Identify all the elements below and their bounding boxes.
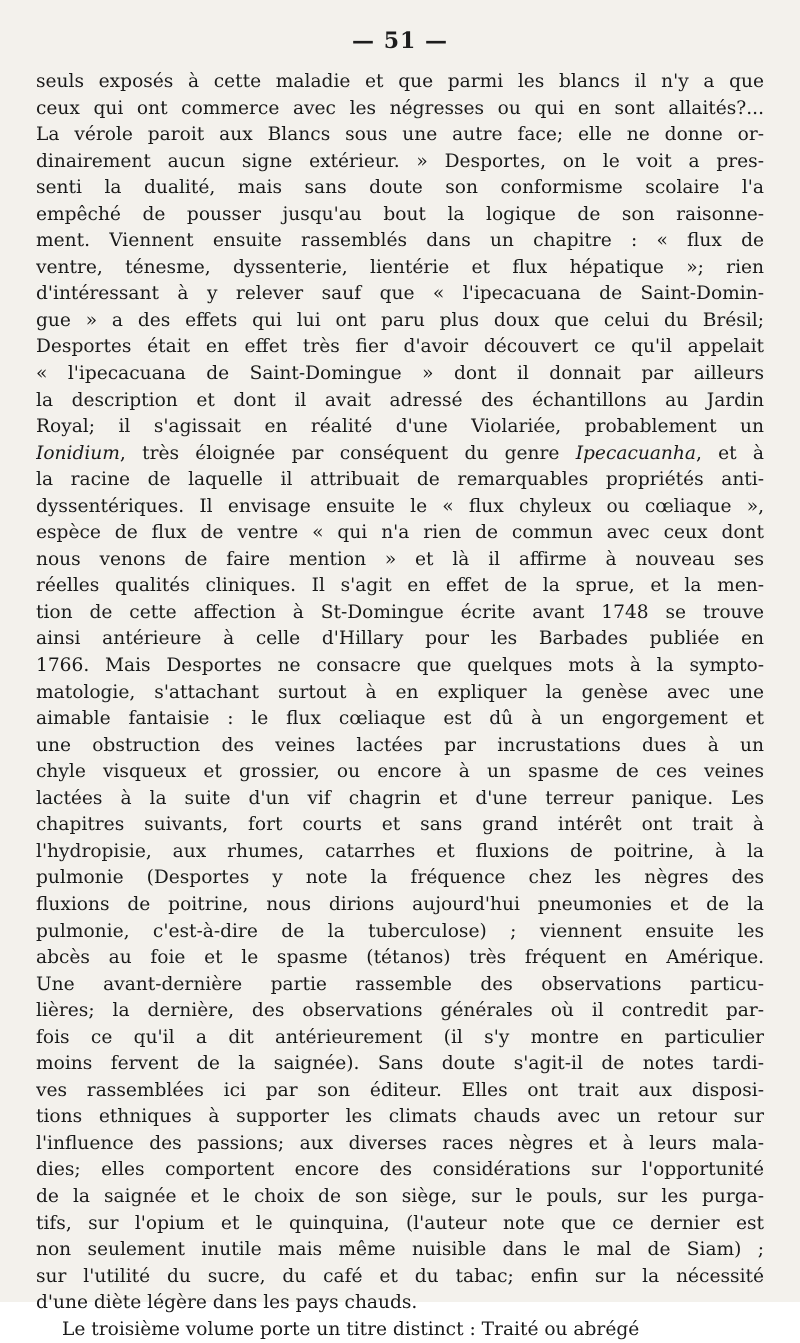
text-line: ainsi antérieure à celle d'Hillary pour les Barbades publiée en	[36, 628, 764, 650]
text-line: ment. Viennent ensuite rassemblés dans un chapitre : « flux de	[36, 230, 764, 252]
text-line: La vérole paroit aux Blancs sous une autre face; elle ne donne or-	[36, 124, 764, 146]
text-line: Le troisième volume porte un titre distinct : Traité ou abrégé	[62, 1318, 640, 1340]
paragraph	[36, 69, 764, 1317]
text-line: aimable fantaisie : le flux cœliaque est dû à un engorgement et	[36, 708, 764, 730]
text-line: lactées à la suite d'un vif chagrin et d'une terreur panique. Les	[36, 787, 764, 809]
text-line: chapitres suivants, fort courts et sans grand intérêt ont trait à	[36, 814, 764, 836]
text-line: pulmonie (Desportes y note la fréquence chez les nègres des	[36, 867, 764, 889]
text-line: tions ethniques à supporter les climats chauds avec un retour sur	[36, 1106, 764, 1128]
text-line: d'intéressant à y relever sauf que « l'ipecacuana de Saint-Domin-	[36, 283, 764, 305]
italic-term: Ionidium	[36, 442, 120, 464]
text-line: nous venons de faire mention » et là il affirme à nouveau ses	[36, 548, 764, 570]
text-line: moins fervent de la saignée). Sans doute s'agit-il de notes tardi-	[36, 1053, 764, 1075]
text-line: la racine de laquelle il attribuait de remarquables propriétés anti-	[36, 469, 764, 491]
text-line: sur l'utilité du sucre, du café et du tabac; enfin sur la nécessité	[36, 1265, 764, 1287]
page-number: — 51 —	[352, 28, 448, 54]
text-line: fois ce qu'il a dit antérieurement (il s'y montre en particulier	[36, 1026, 764, 1048]
text-line: abcès au foie et le spasme (tétanos) très fréquent en Amérique.	[36, 947, 764, 969]
text-line: dinairement aucun signe extérieur. » Desportes, on le voit a pres-	[36, 150, 764, 172]
text-line: ves rassemblées ici par son éditeur. Elles ont trait aux disposi-	[36, 1079, 764, 1101]
text-line: Une avant-dernière partie rassemble des observations particu-	[36, 973, 764, 995]
text-line: ventre, ténesme, dyssenterie, lientérie et flux hépatique »; rien	[36, 256, 764, 278]
text-line: lières; la dernière, des observations générales où il contredit par-	[36, 1000, 764, 1022]
italic-term: Ipecacuanha	[575, 442, 696, 464]
text-line: une obstruction des veines lactées par incrustations dues à un	[36, 734, 764, 756]
text-line: dies; elles comportent encore des considérations sur l'opportunité	[36, 1159, 764, 1181]
paragraph	[36, 1317, 764, 1343]
text-line: la description et dont il avait adressé des échantillons au Jardin	[36, 389, 764, 411]
text-line: Ionidium, très éloignée par conséquent du genre Ipecacuanha, et à	[36, 442, 764, 464]
text-line: 1766. Mais Desportes ne consacre que quelques mots à la sympto-	[36, 655, 764, 677]
text-line: l'influence des passions; aux diverses races nègres et à leurs mala-	[36, 1132, 764, 1154]
text-line: non seulement inutile mais même nuisible dans le mal de Siam) ;	[36, 1239, 764, 1261]
text-line: tifs, sur l'opium et le quinquina, (l'auteur note que ce dernier est	[36, 1212, 764, 1234]
text-line: tion de cette affection à St-Domingue écrite avant 1748 se trouve	[36, 601, 764, 623]
text-line: l'hydropisie, aux rhumes, catarrhes et fluxions de poitrine, à la	[36, 840, 764, 862]
text-line: matologie, s'attachant surtout à en expliquer la genèse avec une	[36, 681, 764, 703]
text-line: ceux qui ont commerce avec les négresses ou qui en sont allaités?...	[36, 97, 764, 119]
text-line: réelles qualités cliniques. Il s'agit en effet de la sprue, et la men-	[36, 575, 764, 597]
text-line: seuls exposés à cette maladie et que parmi les blancs il n'y a que	[36, 71, 764, 92]
text-line: espèce de flux de ventre « qui n'a rien de commun avec ceux dont	[36, 522, 764, 544]
text-line: de la saignée et le choix de son siège, sur le pouls, sur les purga-	[36, 1185, 764, 1207]
text-line: pulmonie, c'est-à-dire de la tuberculose) ; viennent ensuite les	[36, 920, 764, 942]
text-line: dyssentériques. Il envisage ensuite le « flux chyleux ou cœliaque »,	[36, 495, 764, 517]
body-text	[36, 69, 764, 1343]
text-line: gue » a des effets qui lui ont paru plus doux que celui du Brésil;	[36, 309, 764, 331]
text-line: senti la dualité, mais sans doute son conformisme scolaire l'a	[36, 177, 764, 199]
text-line: « l'ipecacuana de Saint-Domingue » dont il donnait par ailleurs	[36, 363, 764, 385]
text-line: fluxions de poitrine, nous dirions aujourd'hui pneumonies et de la	[36, 893, 764, 915]
text-line: d'une diète légère dans les pays chauds.	[36, 1292, 418, 1314]
text-line: empêché de pousser jusqu'au bout la logique de son raisonne-	[36, 203, 764, 225]
text-line: chyle visqueux et grossier, ou encore à un spasme de ces veines	[36, 761, 764, 783]
text-line: Desportes était en effet très fier d'avoir découvert ce qu'il appelait	[36, 336, 764, 358]
text-line: Royal; il s'agissait en réalité d'une Violariée, probablement un	[36, 416, 764, 438]
